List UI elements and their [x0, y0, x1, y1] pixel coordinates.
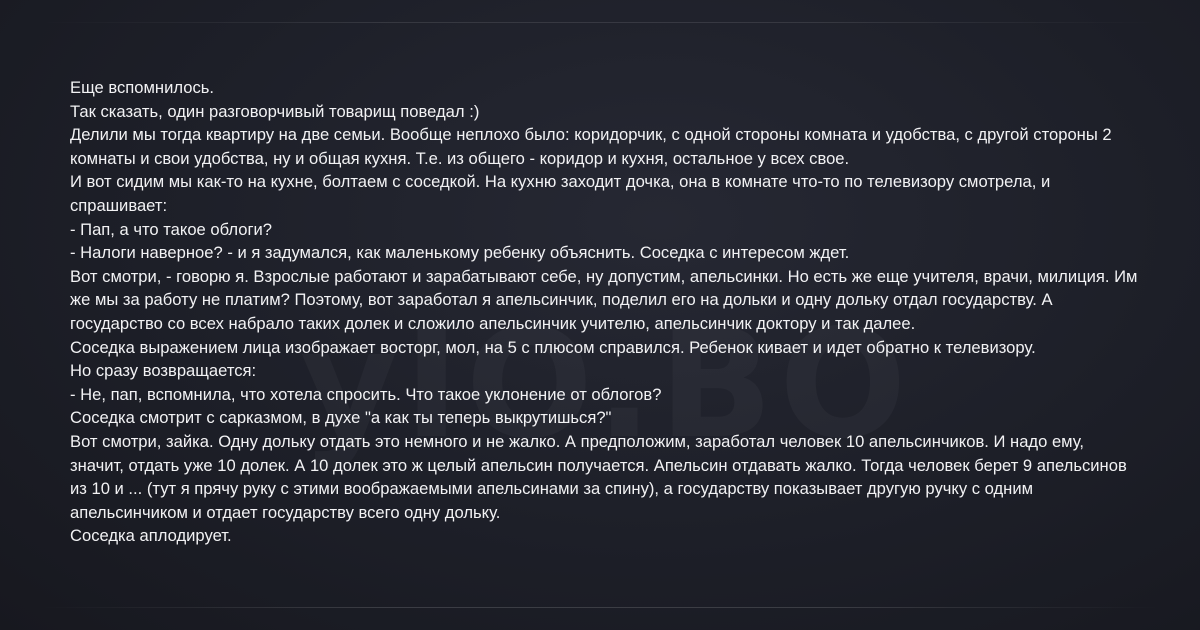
- story-line: И вот сидим мы как-то на кухне, болтаем с соседкой. На кухню заходит дочка, она в комнате что-то по телевизору смотрела, и спрашивает:: [70, 172, 1051, 215]
- story-line: Но сразу возвращается:: [70, 361, 257, 381]
- story-text: [70, 76, 1140, 548]
- story-line: - Пап, а что такое облоги?: [70, 219, 273, 239]
- story-line: Соседка выражением лица изображает восторг, мол, на 5 с плюсом справился. Ребенок кивает и идет обратно к телевизору.: [70, 337, 1036, 357]
- story-line: Соседка аплодирует.: [70, 526, 232, 546]
- story-line: - Налоги наверное? - и я задумался, как маленькому ребенку объяснить. Соседка с интересом ждет.: [70, 243, 850, 263]
- top-divider: [40, 22, 1160, 23]
- story-line: Делили мы тогда квартиру на две семьи. Вообще неплохо было: коридорчик, с одной стороны комната и удобства, с другой стороны 2 комнаты и свои удобства, ну и общая кухня. Т.е. из общего - коридор и кухня, остальное у всех свое.: [70, 125, 1112, 168]
- story-line: Соседка смотрит с сарказмом, в духе "а как ты теперь выкрутишься?": [70, 408, 612, 428]
- story-line: Еще вспомнилось.: [70, 78, 215, 97]
- story-line: Так сказать, один разговорчивый товарищ поведал :): [70, 101, 480, 121]
- story-line: Вот смотри, - говорю я. Взрослые работают и зарабатывают себе, ну допустим, апельсинки. Но есть же еще учителя, врачи, милиция. Им же мы за работу не платим? Поэтому, вот заработал я апельсинчик, поделил его на дольки и одну дольку отдал государству. А государство со всех набрало таких долек и сложило апельсинчик учителю, апельсинчик доктору и так далее.: [70, 266, 1138, 333]
- story-line: Вот смотри, зайка. Одну дольку отдать это немного и не жалко. А предположим, заработал человек 10 апельсинчиков. И надо ему, значит, отдать уже 10 долек. А 10 долек это ж целый апельсин получается. Апельсин отдавать жалко. Тогда человек берет 9 апельсинов из 10 и ... (тут я прячу руку с этими воображаемыми апельсинами за спину), а государству показывает другую ручку с одним апельсинчиком и отдает государству всего одну дольку.: [70, 431, 1127, 522]
- bottom-divider: [40, 607, 1160, 608]
- story-line: - Не, пап, вспомнила, что хотела спросить. Что такое уклонение от облогов?: [70, 384, 662, 404]
